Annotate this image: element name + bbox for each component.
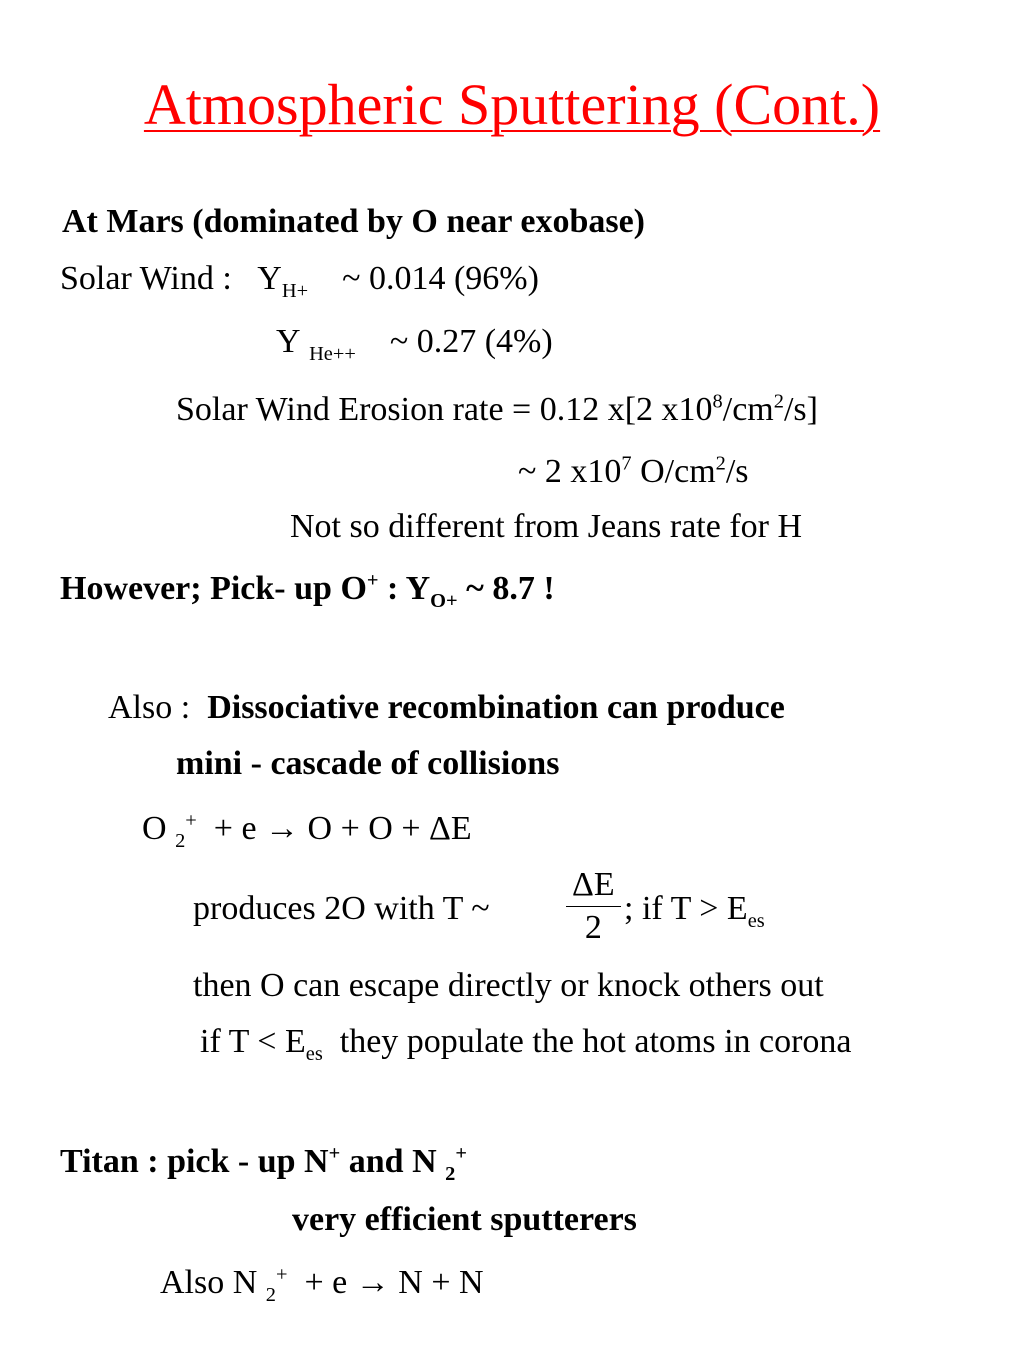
erosion-rate-text: Solar Wind Erosion rate = 0.12 x[2 x10 [176, 391, 713, 428]
page-title: Atmospheric Sputtering (Cont.) [143, 72, 881, 137]
he-plus-plus-subscript: He++ [309, 342, 356, 365]
recombination-equation [142, 809, 472, 852]
plus-superscript: + [455, 1142, 467, 1165]
exponent-2: 2 [715, 452, 726, 475]
escape-line: then O can escape directly or knock others out [193, 967, 824, 1004]
if-text: ; if T > E [624, 890, 748, 927]
plus-superscript: + [185, 809, 197, 832]
nitrogen-equation [160, 1263, 484, 1306]
recombination-products: + e → O + O + ΔE [213, 810, 472, 847]
yield-label: : Y [378, 570, 431, 607]
fraction-numerator: ΔE [566, 868, 621, 907]
if-t-less-text: if T < E [200, 1023, 306, 1060]
plus-superscript: + [366, 569, 379, 592]
nitrogen-products: + e → N + N [304, 1264, 484, 1301]
mini-cascade-text: mini - cascade of collisions [176, 745, 560, 782]
produces-text: produces 2O with T ~ [193, 890, 490, 927]
exponent-7: 7 [621, 452, 632, 475]
o-plus-subscript: O+ [430, 589, 458, 612]
delta-e-fraction [566, 868, 621, 945]
erosion-result-unit: O/cm [631, 453, 716, 490]
es-subscript: es [747, 909, 765, 932]
also-dissociative-line [108, 691, 785, 725]
fraction-denominator: 2 [584, 909, 602, 946]
pickup-yield-line [60, 569, 555, 612]
erosion-result-unit-tail: /s [725, 453, 749, 490]
erosion-rate-line [176, 390, 818, 428]
o-symbol: O [142, 810, 167, 847]
solar-wind-label: Solar Wind : [60, 260, 232, 297]
erosion-result-value: ~ 2 x10 [518, 453, 622, 490]
dissociative-text: Dissociative recombination can produce [207, 689, 785, 726]
es-subscript: es [305, 1042, 323, 1065]
also-n-text: Also N [160, 1264, 258, 1301]
pickup-yield-value: ~ 8.7 ! [457, 570, 555, 607]
threshold-condition [624, 890, 765, 932]
and-n-text: and N [340, 1143, 437, 1180]
however-text: However; Pick- up O [60, 570, 367, 607]
solar-wind-yield-he [276, 323, 553, 365]
erosion-unit-tail: /s] [783, 391, 818, 428]
jeans-note: Not so different from Jeans rate for H [290, 508, 803, 545]
subscript-2: 2 [445, 1162, 456, 1185]
yield-he-value: ~ 0.27 (4%) [389, 323, 553, 360]
solar-wind-yield-h [60, 260, 539, 302]
titan-pickup-text: Titan : pick - up N [60, 1143, 329, 1180]
erosion-unit: /cm [722, 391, 774, 428]
yield-h-value: ~ 0.014 (96%) [342, 260, 539, 297]
plus-superscript: + [276, 1263, 288, 1286]
h-plus-subscript: H+ [281, 279, 309, 302]
y-symbol: Y [257, 260, 282, 297]
also-label: Also : [108, 689, 191, 726]
exponent-2: 2 [773, 390, 784, 413]
y-symbol: Y [276, 323, 301, 360]
hot-atoms-text: they populate the hot atoms in corona [339, 1023, 852, 1060]
efficient-sputterers-text: very efficient sputterers [292, 1201, 637, 1238]
hot-atoms-line [200, 1023, 852, 1065]
titan-line [60, 1142, 467, 1185]
erosion-rate-result [518, 452, 749, 490]
subscript-2: 2 [175, 829, 186, 852]
plus-superscript: + [328, 1142, 341, 1165]
subscript-2: 2 [265, 1283, 276, 1306]
mars-heading: At Mars (dominated by O near exobase) [62, 203, 645, 240]
exponent-8: 8 [712, 390, 723, 413]
